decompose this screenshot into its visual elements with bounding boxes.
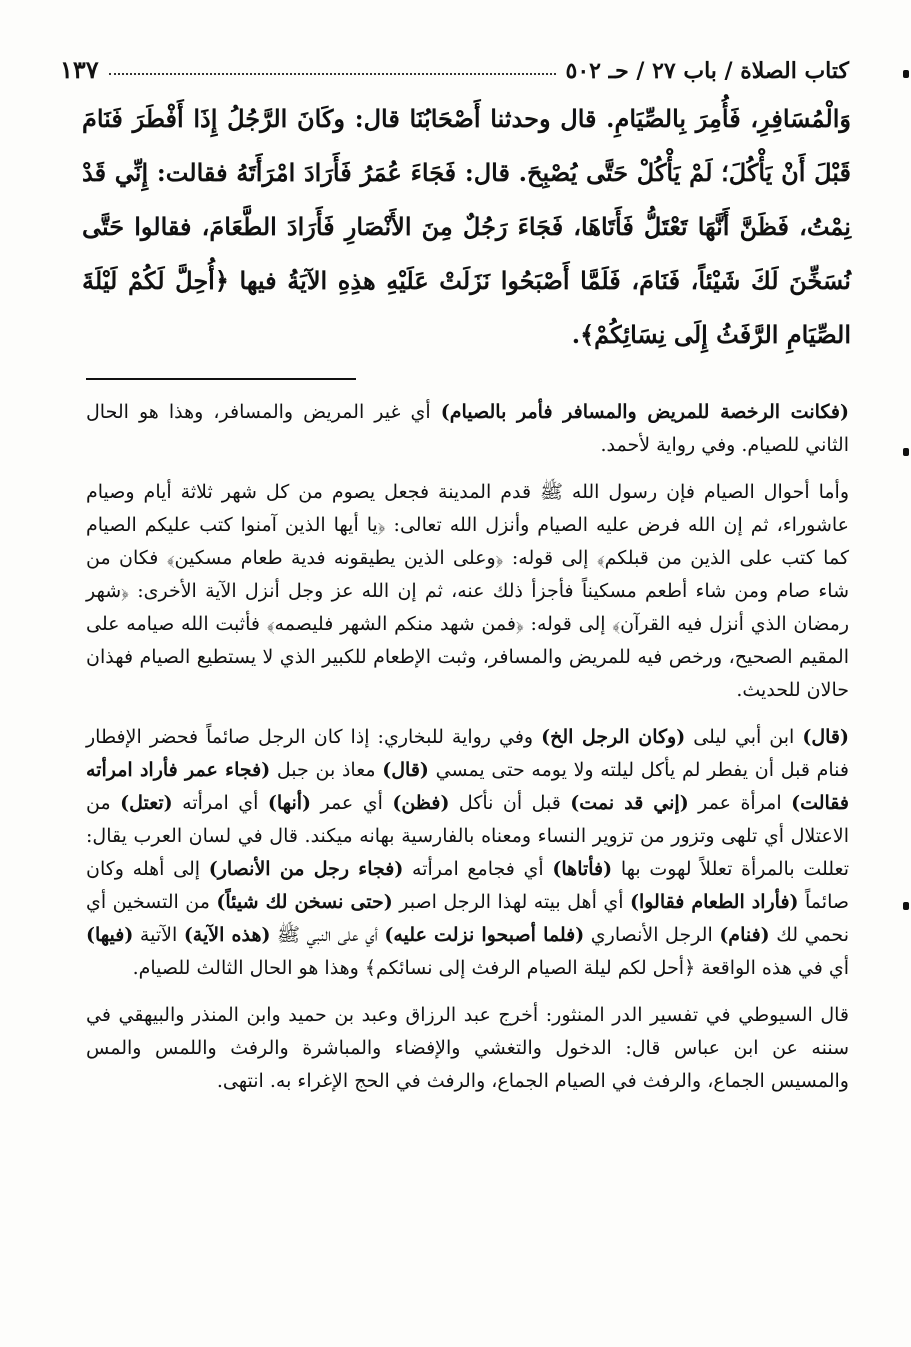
bold-phrase: (فظن) xyxy=(392,792,450,814)
text-run: أي في هذه الواقعة ﴿أحل لكم ليلة الصيام الرفث إلى نسائكم﴾ وهذا هو الحال الثالث للصيام. xyxy=(132,957,849,979)
bold-phrase: (قال) xyxy=(802,726,849,748)
bold-phrase: (فجاء رجل من الأنصار) xyxy=(208,858,404,880)
header-title: كتاب الصلاة / باب ٢٧ / حـ ٥٠٢ xyxy=(565,58,849,84)
bold-phrase: (فأتاها) xyxy=(552,858,613,880)
text-run: ابن أبي ليلى xyxy=(685,726,803,748)
text-run: أي أهل بيته لهذا الرجل اصبر xyxy=(392,891,630,913)
hadith-text: وَالْمُسَافِرِ، فَأُمِرَ بِالصِّيَامِ. قال وحدثنا أَصْحَابُنَا قال: وكَانَ الرَّجُلُ إِذَا أَفْطَرَ فَنَامَ قَبْلَ أَنْ يَأْكُلَ؛ لَمْ يَأْكُلْ حَتَّى يُصْبِحَ. قال: فَجَاءَ عُمَرُ فَأَرَادَ امْرَأَتَهُ فقالت: إِنِّي قَدْ نِمْتُ، فَظَنَّ أَنَّهَا تَعْتَلُّ فَأَتَاهَا، فَجَاءَ رَجُلٌ مِنَ الأَنْصَارِ فَأَرَادَ الطَّعَامَ، فقالوا حَتَّى نُسَخِّنَ لَكَ شَيْئاً، فَنَامَ، فَلَمَّا أَصْبَحُوا نَزَلَتْ عَلَيْهِ هذِهِ الآيَةُ فيها ﴿أُحِلَّ لَكُمْ لَيْلَةَ الصِّيَامِ الرَّفَثُ إِلَى نِسَائِكُمْ﴾. xyxy=(82,104,852,349)
bold-phrase: (فلما أصبحوا نزلت عليه) xyxy=(384,924,585,946)
commentary-paragraph-1 xyxy=(86,396,849,462)
footnote-separator xyxy=(86,378,356,380)
bold-phrase: (قال) xyxy=(382,759,429,781)
text-run: الرجل الأنصاري xyxy=(584,924,720,946)
header-dot-leader xyxy=(109,73,556,75)
text-run: وأما أحوال الصيام فإن رسول الله ﷺ قدم المدينة فجعل يصوم من كل شهر ثلاثة أيام وصيام عاشوراء، ثم إن الله فرض عليه الصيام وأنزل الله تعالى: ﴿يا أيها الذين آمنوا كتب عليكم الصيام كما كتب على الذين من قبلكم﴾ إلى قوله: ﴿وعلى الذين يطيقونه فدية طعام مسكين﴾ فكان من شاء صام ومن شاء أطعم مسكيناً فأجزأ ذلك عنه، ثم إن الله عز وجل أنزل الآية الأخرى: ﴿شهر رمضان الذي أنزل فيه القرآن﴾ إلى قوله: ﴿فمن شهد منكم الشهر فليصمه﴾ فأثبت الله صيامه على المقيم الصحيح، ورخص فيه للمريض والمسافر، وثبت الإطعام للكبير الذي لا يستطيع الصيام فهذان حالان للحديث. xyxy=(86,481,849,701)
bold-phrase: (فجاء عمر فأراد امرأته فقالت) xyxy=(86,759,849,814)
bold-phrase: (تعتل) xyxy=(120,792,173,814)
commentary-paragraph-2 xyxy=(86,476,849,707)
text-run: امرأة عمر xyxy=(688,792,792,814)
text-run: قال السيوطي في تفسير الدر المنثور: أخرج عبد الرزاق وعبد بن حميد وابن المنذر والبيهقي في سننه عن ابن عباس قال: الدخول والتغشي والإفضاء والمباشرة والرفث واللمس والمس والمسيس الجماع، والرفث في الصيام الجماع، والرفث في الحج الإغراء به. انتهى. xyxy=(86,1004,849,1092)
text-run: وفي رواية للبخاري: إذا كان الرجل صائماً فحضر الإفطار فنام قبل أن يفطر لم يأكل ليلته ولا يومه حتى يمسي xyxy=(86,726,849,781)
text-run: قبل أن نأكل xyxy=(449,792,571,814)
bold-phrase: (أنها) xyxy=(267,792,311,814)
bold-phrase: (فيها) xyxy=(86,924,134,946)
commentary-paragraph-4 xyxy=(86,999,849,1098)
text-run: أي عمر xyxy=(311,792,393,814)
bold-phrase: (هذه الآية) xyxy=(183,924,271,946)
bold-phrase: (حتى نسخن لك شيئاً) xyxy=(216,891,393,913)
text-run: من الاعتلال أي تلهى وتزور من تزوير النساء ومعناه بالفارسية بهانه ميكند. قال في لسان العرب يقال: تعللت بالمرأة تعللاً لهوت بها xyxy=(86,792,850,880)
text-run: أي غير المريض والمسافر، وهذا هو الحال الثاني للصيام. وفي رواية لأحمد. xyxy=(86,401,849,456)
text-run: إلى أهله وكان صائماً xyxy=(86,858,849,913)
text-run: معاذ بن جبل xyxy=(270,759,383,781)
text-run: أي على النبي ﷺ xyxy=(270,924,385,946)
scan-mark xyxy=(903,902,909,910)
page-number: ١٣٧ xyxy=(60,55,99,84)
scan-mark xyxy=(903,448,909,456)
commentary-paragraph-3 xyxy=(86,721,849,985)
text-run: أي امرأته xyxy=(172,792,268,814)
bold-phrase: (وكان الرجل الخ) xyxy=(541,726,686,748)
text-run: من التسخين أي نحمي لك xyxy=(86,891,849,946)
bold-phrase: (فكانت الرخصة للمريض والمسافر فأمر بالصيام) xyxy=(440,401,849,423)
running-header xyxy=(60,40,849,84)
bold-phrase: (فنام) xyxy=(719,924,770,946)
bold-phrase: (فأراد الطعام فقالوا) xyxy=(629,891,799,913)
scan-mark xyxy=(903,70,909,78)
text-run: أي فجامع امرأته xyxy=(403,858,553,880)
text-run: الآتية xyxy=(133,924,184,946)
commentary xyxy=(86,396,849,1112)
bold-phrase: (إني قد نمت) xyxy=(570,792,689,814)
